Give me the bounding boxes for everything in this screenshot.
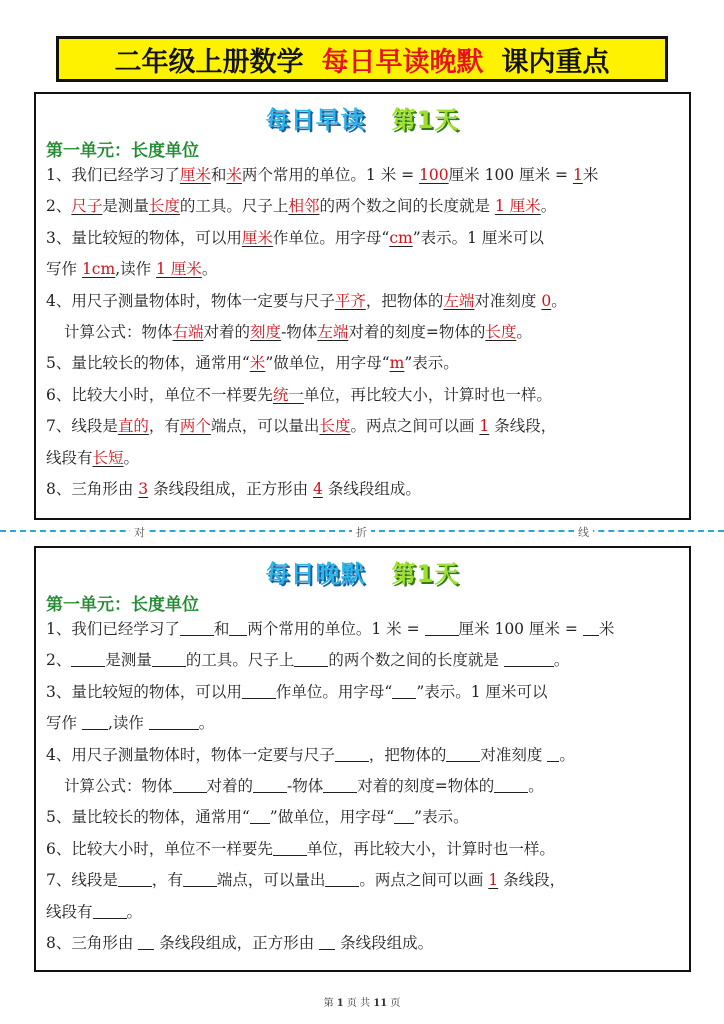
line-text: 单位，再比较大小，计算时也一样。 xyxy=(303,385,552,404)
answer-text: 4 xyxy=(313,479,323,498)
answer-blank[interactable] xyxy=(446,745,480,762)
line-text: ”做单位，用字母“ xyxy=(265,354,390,373)
line-text: 4、用尺子测量物体时，物体一定要与尺子 xyxy=(46,291,335,310)
line-text: 。 xyxy=(559,745,575,764)
line-text: 对准刻度 xyxy=(474,291,542,310)
question-line xyxy=(46,348,683,379)
line-text: 。 xyxy=(126,902,143,921)
line-text: 是测量 xyxy=(105,651,152,670)
unit-heading: 第一单元：长度单位 xyxy=(46,595,199,615)
answer-blank[interactable] xyxy=(253,776,287,793)
answer-blank[interactable] xyxy=(242,682,276,699)
answer-text: 左端 xyxy=(317,322,349,341)
question-list xyxy=(46,160,683,505)
panel-title-text: 每日晚默 xyxy=(265,560,366,588)
answer-text: 3 xyxy=(138,479,149,498)
line-text: 。 xyxy=(198,714,215,733)
fold-label-2: 折 xyxy=(352,524,371,540)
line-text: 的工具。尺子上 xyxy=(179,197,289,216)
question-line xyxy=(46,380,683,411)
line-text: 。 xyxy=(516,322,532,341)
answer-blank[interactable] xyxy=(504,651,554,668)
line-text: ”做单位，用字母“ xyxy=(269,808,395,827)
answer-blank[interactable] xyxy=(118,871,152,888)
line-text: 对着的 xyxy=(206,776,254,795)
line-text: ”表示。1 厘米可以 xyxy=(412,228,544,247)
question-line xyxy=(46,474,683,505)
line-text: 线段有 xyxy=(46,448,93,467)
question-list xyxy=(46,614,683,959)
line-text: 对准刻度 xyxy=(480,745,548,764)
line-text: 的两个数之间的长度就是 xyxy=(328,651,504,670)
line-text: 线段有 xyxy=(46,902,93,921)
answer-text: 米 xyxy=(226,166,242,184)
line-text: 厘米 100 厘米 = xyxy=(448,166,573,184)
answer-blank[interactable] xyxy=(229,620,247,637)
question-line xyxy=(46,317,683,348)
answer-text: 平齐 xyxy=(334,291,366,310)
line-text: -物体 xyxy=(281,322,318,341)
line-text: 和 xyxy=(210,166,227,184)
line-text: 条线段组成。 xyxy=(322,479,421,498)
line-text: 单位，再比较大小，计算时也一样。 xyxy=(306,839,555,858)
line-text: 8、三角形由 xyxy=(46,479,139,498)
answer-blank[interactable] xyxy=(149,714,199,731)
question-line xyxy=(46,191,683,222)
answer-blank[interactable] xyxy=(173,776,207,793)
banner-grade: 二年级上册数学 xyxy=(114,46,304,78)
answer-text: 右端 xyxy=(172,322,204,341)
banner-highlight: 每日早读晚默 xyxy=(321,46,484,78)
answer-text: 尺子 xyxy=(71,197,103,216)
line-text: 。两点之间可以画 xyxy=(359,871,489,890)
question-line xyxy=(46,708,683,739)
footer-middle: 页 共 xyxy=(346,998,371,1009)
line-text: 。 xyxy=(551,291,567,310)
line-text: 的两个数之间的长度就是 xyxy=(319,197,495,216)
answer-blank[interactable] xyxy=(294,651,328,668)
line-text: ，有 xyxy=(151,871,183,890)
question-line xyxy=(46,411,683,442)
panel-day: 第1天 xyxy=(391,560,460,588)
answer-blank[interactable] xyxy=(152,651,186,668)
answer-blank[interactable] xyxy=(138,933,154,950)
line-text: 写作 xyxy=(46,260,82,279)
answer-blank[interactable] xyxy=(583,620,599,637)
answer-text: 1 xyxy=(572,166,583,184)
line-text: 和 xyxy=(213,620,230,638)
answer-blank[interactable] xyxy=(93,902,127,919)
answer-text: cm xyxy=(389,228,413,247)
answer-text: 左端 xyxy=(443,291,475,310)
line-text: 6、比较大小时，单位不一样要先 xyxy=(46,385,273,404)
page-footer xyxy=(0,994,724,1009)
footer-prefix: 第 xyxy=(323,998,334,1009)
panel-day: 第1天 xyxy=(391,106,460,134)
answer-blank[interactable] xyxy=(494,776,528,793)
answer-blank[interactable] xyxy=(394,808,414,825)
line-text: 厘米 100 厘米 = xyxy=(458,620,583,638)
line-text: 条线段， xyxy=(498,871,566,890)
question-line xyxy=(46,802,683,833)
answer-text: 厘米 xyxy=(179,166,211,184)
question-line xyxy=(46,254,683,285)
line-text: 。 xyxy=(553,651,570,670)
line-text: ,读作 xyxy=(115,260,157,279)
question-line xyxy=(46,771,683,802)
fold-label-3: 线 xyxy=(574,524,593,540)
line-text: ，把物体的 xyxy=(365,291,444,310)
line-text: 1、我们已经学习了 xyxy=(46,620,180,638)
line-text: ，有 xyxy=(148,417,180,436)
question-line xyxy=(46,645,683,676)
line-text: 计算公式：物体 xyxy=(64,322,173,341)
answer-text: 长短 xyxy=(92,448,124,467)
answer-text: 米 xyxy=(249,354,266,373)
line-text: 5、量比较长的物体，通常用“ xyxy=(46,808,250,827)
banner-topic: 课内重点 xyxy=(501,46,610,78)
line-text: ”表示。 xyxy=(404,354,459,373)
question-line xyxy=(46,614,683,645)
answer-text: m xyxy=(389,354,405,373)
panel-title xyxy=(36,100,689,135)
answer-text: 1 xyxy=(488,871,499,890)
line-text: 端点，可以量出 xyxy=(210,417,320,436)
line-text: 。两点之间可以画 xyxy=(350,417,480,436)
question-line xyxy=(46,740,683,771)
answer-blank[interactable] xyxy=(425,620,459,637)
unit-heading: 第一单元：长度单位 xyxy=(46,141,199,161)
line-text: 5、量比较长的物体，通常用“ xyxy=(46,354,250,373)
line-text: 条线段组成。 xyxy=(335,933,434,952)
answer-text: 长度 xyxy=(148,197,180,216)
line-text: ，把物体的 xyxy=(368,745,447,764)
line-text: 作单位。用字母“ xyxy=(275,682,393,701)
answer-blank[interactable] xyxy=(71,651,105,668)
line-text: 作单位。用字母“ xyxy=(272,228,390,247)
line-text: 8、三角形由 xyxy=(46,933,139,952)
panel-title-text: 每日早读 xyxy=(265,106,366,134)
total-pages: 11 xyxy=(373,998,388,1009)
line-text: 两个常用的单位。1 米 = xyxy=(241,166,420,184)
question-line xyxy=(46,223,683,254)
answer-text: 0 xyxy=(541,291,552,310)
question-line xyxy=(46,443,683,474)
answer-text: 1 厘米 xyxy=(494,197,541,216)
question-line xyxy=(46,897,683,928)
answer-text: 长度 xyxy=(319,417,351,436)
answer-blank[interactable] xyxy=(547,745,559,762)
answer-blank[interactable] xyxy=(273,839,307,856)
question-line xyxy=(46,286,683,317)
answer-text: 直的 xyxy=(117,417,149,436)
fold-label-1: 对 xyxy=(130,524,149,540)
panel-title xyxy=(36,554,689,589)
answer-text: 相邻 xyxy=(288,197,320,216)
answer-text: 长度 xyxy=(485,322,517,341)
line-text: 2、 xyxy=(46,651,72,670)
answer-blank[interactable] xyxy=(250,808,270,825)
question-line xyxy=(46,865,683,896)
question-line xyxy=(46,677,683,708)
line-text: 。 xyxy=(540,197,557,216)
current-page: 1 xyxy=(336,998,344,1009)
line-text: 6、比较大小时，单位不一样要先 xyxy=(46,839,273,858)
line-text: 米 xyxy=(598,620,615,638)
answer-text: 厘米 xyxy=(241,228,273,247)
answer-blank[interactable] xyxy=(323,776,357,793)
line-text: 对着的 xyxy=(203,322,251,341)
line-text: 7、线段是 xyxy=(46,417,118,436)
question-line xyxy=(46,160,683,191)
line-text: 写作 xyxy=(46,714,82,733)
line-text: 计算公式：物体 xyxy=(64,776,173,795)
answer-blank[interactable] xyxy=(392,682,416,699)
answer-text: 刻度 xyxy=(250,322,282,341)
line-text: 2、 xyxy=(46,197,72,216)
answer-blank[interactable] xyxy=(183,871,217,888)
answer-blank[interactable] xyxy=(319,933,335,950)
answer-blank[interactable] xyxy=(82,714,108,731)
line-text: 条线段组成，正方形由 xyxy=(148,479,314,498)
line-text: 。 xyxy=(201,260,218,279)
answer-text: 统一 xyxy=(272,385,304,404)
line-text: ,读作 xyxy=(107,714,149,733)
line-text: 是测量 xyxy=(102,197,149,216)
header-banner xyxy=(56,36,668,82)
line-text: 3、量比较短的物体，可以用 xyxy=(46,682,242,701)
line-text: ”表示。 xyxy=(414,808,469,827)
line-text: 条线段组成，正方形由 xyxy=(154,933,320,952)
answer-text: 两个 xyxy=(179,417,211,436)
line-text: -物体 xyxy=(287,776,324,795)
line-text: 7、线段是 xyxy=(46,871,118,890)
answer-blank[interactable] xyxy=(335,745,369,762)
answer-blank[interactable] xyxy=(325,871,359,888)
morning-reading-panel xyxy=(34,92,691,520)
line-text: 对着的刻度=物体的 xyxy=(348,322,486,341)
answer-text: 1 xyxy=(479,417,490,436)
answer-text: 100 xyxy=(419,166,449,184)
line-text: 条线段， xyxy=(489,417,557,436)
line-text: 4、用尺子测量物体时，物体一定要与尺子 xyxy=(46,745,335,764)
line-text: 。 xyxy=(123,448,140,467)
line-text: 米 xyxy=(582,166,599,184)
question-line xyxy=(46,834,683,865)
line-text: 对着的刻度=物体的 xyxy=(357,776,495,795)
line-text: ”表示。1 厘米可以 xyxy=(416,682,548,701)
line-text: 两个常用的单位。1 米 = xyxy=(247,620,425,638)
line-text: 3、量比较短的物体，可以用 xyxy=(46,228,242,247)
line-text: 的工具。尺子上 xyxy=(185,651,295,670)
answer-text: 1cm xyxy=(81,260,116,279)
evening-dictation-panel xyxy=(34,546,691,972)
line-text: 端点，可以量出 xyxy=(216,871,326,890)
question-line xyxy=(46,928,683,959)
footer-suffix: 页 xyxy=(390,998,401,1009)
answer-blank[interactable] xyxy=(180,620,214,637)
line-text: 1、我们已经学习了 xyxy=(46,166,180,184)
line-text: 。 xyxy=(528,776,544,795)
answer-text: 1 厘米 xyxy=(156,260,202,279)
